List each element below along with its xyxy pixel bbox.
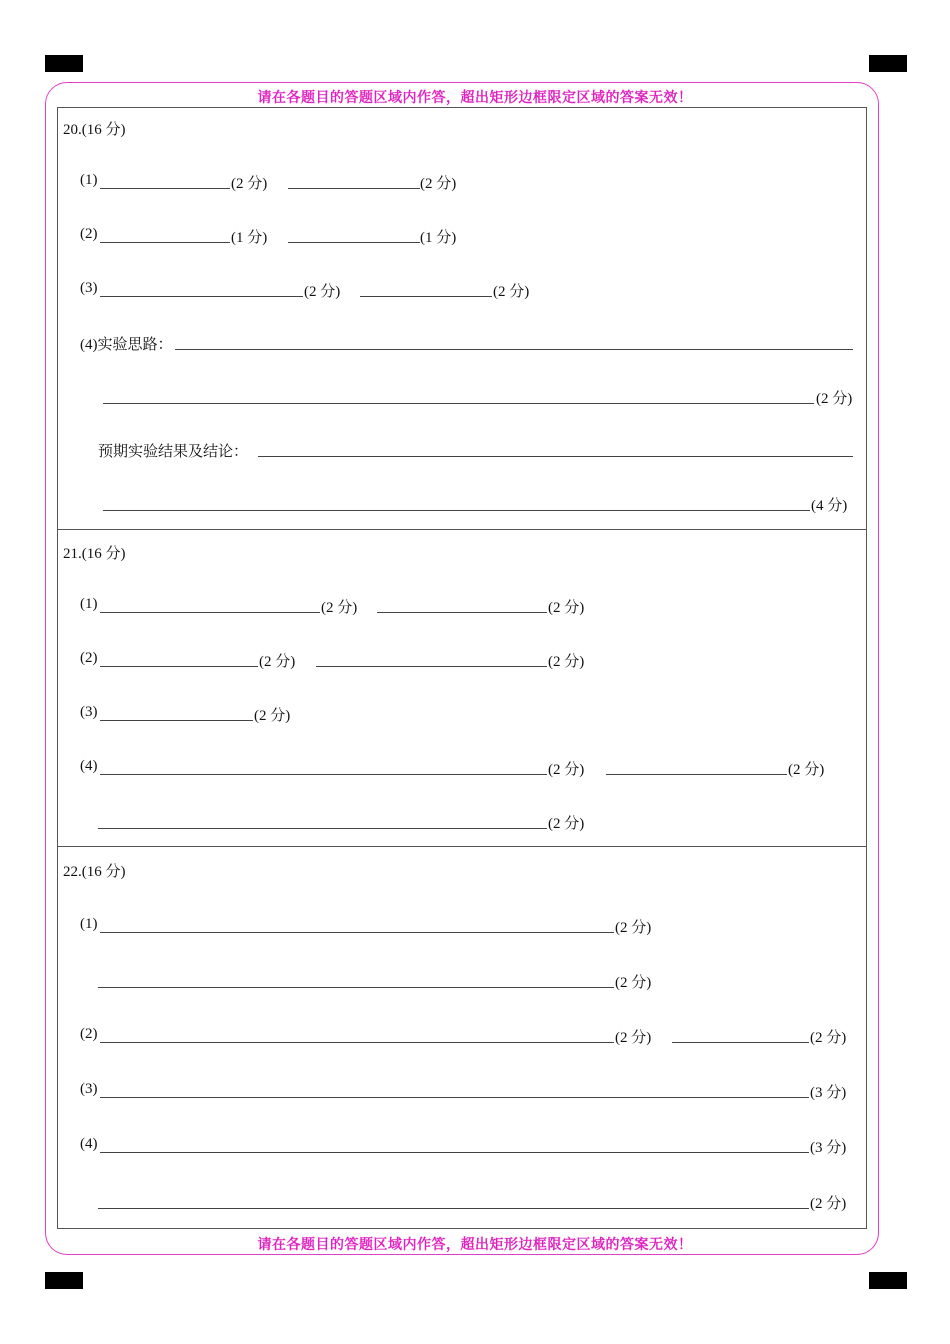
q22-part4-score1: (3 分) [810,1140,847,1156]
q22-part1-blank1[interactable] [100,932,614,933]
q20-part2-blank2[interactable] [288,242,420,243]
q22-part4-blank2[interactable] [98,1208,809,1209]
q20-part2-label: (2) [80,226,98,242]
q21-part3-score1: (2 分) [254,708,291,724]
q21-part1-label: (1) [80,596,98,612]
q22-part1-score1: (2 分) [615,920,652,936]
registration-mark-bottom-left [45,1272,83,1289]
q20-part1-score1: (2 分) [231,176,268,192]
registration-mark-top-left [45,55,83,72]
q20-part3-blank1[interactable] [100,296,303,297]
notice-bottom: 请在各题目的答题区域内作答，超出矩形边框限定区域的答案无效！ [257,1237,693,1253]
q22-part2-label: (2) [80,1026,98,1042]
registration-mark-top-right [869,55,907,72]
q21-part4-score3: (2 分) [548,816,585,832]
question-22-box [57,846,867,1229]
q21-part3-blank1[interactable] [100,720,253,721]
q22-part2-blank1[interactable] [100,1042,614,1043]
q20-part4-score1: (2 分) [816,391,853,407]
q20-expect-label: 预期实验结果及结论： [98,444,249,460]
q20-part4-blank2[interactable] [103,403,814,404]
q21-part4-score2: (2 分) [788,762,825,778]
question-21-title: 21.(16 分) [63,546,126,562]
q22-part4-blank1[interactable] [100,1152,809,1153]
question-20-title: 20.(16 分) [63,122,126,138]
question-21-box [57,529,867,847]
q20-part2-blank1[interactable] [100,242,230,243]
q22-part3-blank1[interactable] [100,1097,809,1098]
q21-part4-blank2[interactable] [606,774,787,775]
q20-part2-score1: (1 分) [231,230,268,246]
q22-part1-score2: (2 分) [615,975,652,991]
q20-expect-score: (4 分) [811,498,848,514]
q20-part3-blank2[interactable] [360,296,492,297]
q20-part1-label: (1) [80,172,98,188]
q20-expect-blank2[interactable] [103,510,810,511]
q22-part1-label: (1) [80,916,98,932]
q21-part4-blank1[interactable] [100,774,547,775]
registration-mark-bottom-right [869,1272,907,1289]
q22-part4-score2: (2 分) [810,1196,847,1212]
q21-part2-blank2[interactable] [316,666,547,667]
q22-part2-score1: (2 分) [615,1030,652,1046]
q22-part2-score2: (2 分) [810,1030,847,1046]
q21-part4-score1: (2 分) [548,762,585,778]
q21-part1-score1: (2 分) [321,600,358,616]
q21-part2-score2: (2 分) [548,654,585,670]
notice-top: 请在各题目的答题区域内作答，超出矩形边框限定区域的答案无效！ [257,90,693,106]
q20-part3-score1: (2 分) [304,284,341,300]
q21-part2-label: (2) [80,650,98,666]
q20-part3-score2: (2 分) [493,284,530,300]
question-20-box [57,107,867,530]
q20-part1-score2: (2 分) [420,176,457,192]
q21-part1-blank1[interactable] [100,612,320,613]
q22-part3-score1: (3 分) [810,1085,847,1101]
q22-part2-blank2[interactable] [672,1042,809,1043]
q21-part4-blank3[interactable] [98,828,547,829]
q21-part2-score1: (2 分) [259,654,296,670]
q21-part3-label: (3) [80,704,98,720]
q22-part3-label: (3) [80,1081,98,1097]
q21-part1-blank2[interactable] [377,612,547,613]
q20-part1-blank1[interactable] [100,188,230,189]
q22-part1-blank2[interactable] [98,987,614,988]
q22-part4-label: (4) [80,1136,98,1152]
q20-expect-blank1[interactable] [258,456,853,457]
q21-part2-blank1[interactable] [100,666,258,667]
question-22-title: 22.(16 分) [63,864,126,880]
q20-part1-blank2[interactable] [288,188,420,189]
q21-part4-label: (4) [80,758,98,774]
q20-part4-blank1[interactable] [175,349,853,350]
q21-part1-score2: (2 分) [548,600,585,616]
q20-part3-label: (3) [80,280,98,296]
q20-part2-score2: (1 分) [420,230,457,246]
q20-part4-label: (4)实验思路： [80,337,173,353]
